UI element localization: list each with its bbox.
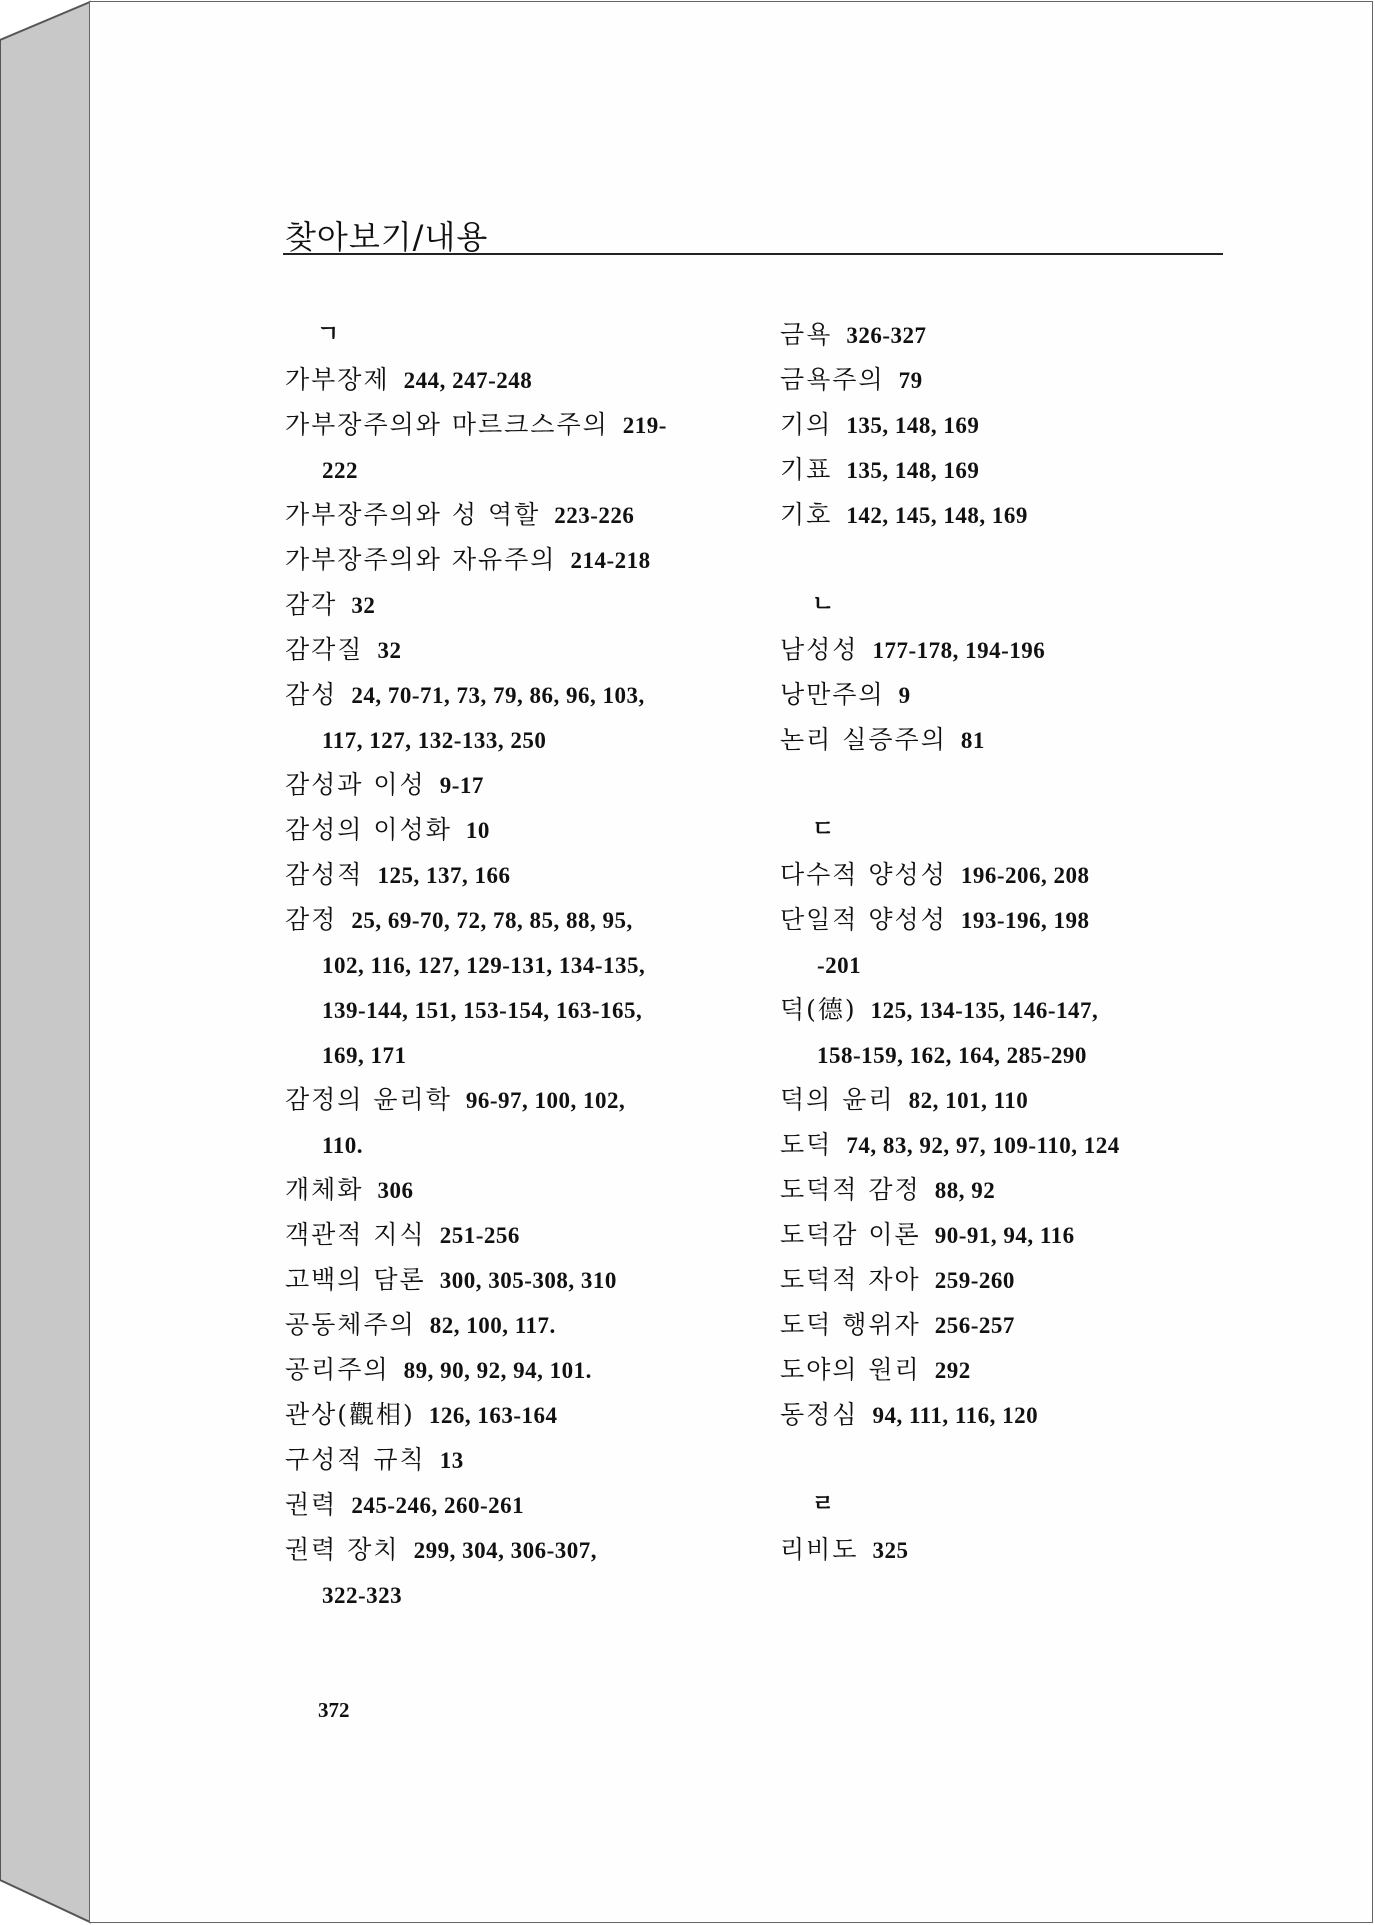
index-entry bbox=[780, 1212, 1240, 1257]
section-gap bbox=[780, 762, 1240, 807]
page-refs: 193-196, 198 bbox=[960, 908, 1090, 933]
page-refs: 196-206, 208 bbox=[960, 863, 1090, 888]
index-term: 동정심 bbox=[780, 1400, 859, 1429]
index-term: 감성의 이성화 bbox=[285, 815, 452, 844]
index-entry bbox=[780, 627, 1240, 672]
index-entry bbox=[285, 537, 755, 582]
page-refs: 25, 69-70, 72, 78, 85, 88, 95, bbox=[351, 908, 633, 933]
page-refs-continued: 158-159, 162, 164, 285-290 bbox=[817, 1043, 1087, 1068]
index-entry bbox=[285, 627, 755, 672]
index-entry bbox=[285, 897, 755, 1077]
index-term: 논리 실증주의 bbox=[780, 725, 947, 754]
index-entry bbox=[285, 1392, 755, 1437]
index-term: 금욕 bbox=[780, 320, 833, 349]
page-refs: 259-260 bbox=[934, 1268, 1015, 1293]
index-column-right bbox=[780, 312, 1240, 1572]
index-entry bbox=[285, 1527, 755, 1617]
page-refs: 82, 101, 110 bbox=[908, 1088, 1029, 1113]
index-term: 남성성 bbox=[780, 635, 859, 664]
index-entry bbox=[285, 762, 755, 807]
index-section-letter: ㄱ bbox=[317, 321, 340, 347]
page-refs: 81 bbox=[960, 728, 985, 753]
index-entry bbox=[780, 312, 1240, 357]
index-term: 감성과 이성 bbox=[285, 770, 426, 799]
page-refs-continued: 110. bbox=[322, 1133, 363, 1158]
index-entry bbox=[780, 717, 1240, 762]
index-entry bbox=[285, 1437, 755, 1482]
index-term: 도야의 원리 bbox=[780, 1355, 921, 1384]
index-entry bbox=[780, 1077, 1240, 1122]
page-refs: 135, 148, 169 bbox=[846, 458, 980, 483]
index-entry bbox=[780, 447, 1240, 492]
index-entry bbox=[780, 357, 1240, 402]
index-entry bbox=[285, 402, 755, 492]
index-term: 감각 bbox=[285, 590, 338, 619]
index-term: 감각질 bbox=[285, 635, 364, 664]
index-term: 공리주의 bbox=[285, 1355, 390, 1384]
page-refs: 325 bbox=[872, 1538, 909, 1563]
page-refs: 13 bbox=[439, 1448, 464, 1473]
page-refs: 32 bbox=[351, 593, 376, 618]
index-term: 단일적 양성성 bbox=[780, 905, 947, 934]
index-entry bbox=[780, 672, 1240, 717]
page-refs: 90-91, 94, 116 bbox=[934, 1223, 1075, 1248]
page-refs: 214-218 bbox=[570, 548, 651, 573]
page-refs-continued: 117, 127, 132-133, 250 bbox=[322, 728, 547, 753]
index-entry bbox=[780, 1347, 1240, 1392]
page-refs: 82, 100, 117. bbox=[429, 1313, 556, 1338]
page-refs: 89, 90, 92, 94, 101. bbox=[403, 1358, 592, 1383]
index-term: 기의 bbox=[780, 410, 833, 439]
page-refs: 9-17 bbox=[439, 773, 484, 798]
page-refs: 244, 247-248 bbox=[403, 368, 533, 393]
index-term: 권력 장치 bbox=[285, 1535, 400, 1564]
index-term: 고백의 담론 bbox=[285, 1265, 426, 1294]
page-refs-continued: 169, 171 bbox=[322, 1043, 407, 1068]
index-term: 가부장주의와 자유주의 bbox=[285, 545, 557, 574]
page-refs: 94, 111, 116, 120 bbox=[872, 1403, 1039, 1428]
index-term: 감정의 윤리학 bbox=[285, 1085, 452, 1114]
page-refs: 256-257 bbox=[934, 1313, 1015, 1338]
index-term: 가부장주의와 마르크스주의 bbox=[285, 410, 609, 439]
page-refs: 326-327 bbox=[846, 323, 927, 348]
index-entry bbox=[285, 1212, 755, 1257]
page-refs-continued: 322-323 bbox=[322, 1583, 403, 1608]
page-refs: 292 bbox=[934, 1358, 971, 1383]
index-term: 도덕감 이론 bbox=[780, 1220, 921, 1249]
index-term: 관상(觀相) bbox=[285, 1400, 415, 1429]
index-entry bbox=[285, 1302, 755, 1347]
page-refs-continued: 139-144, 151, 153-154, 163-165, bbox=[322, 998, 643, 1023]
page-refs-continued: 102, 116, 127, 129-131, 134-135, bbox=[322, 953, 646, 978]
index-term: 가부장주의와 성 역할 bbox=[285, 500, 541, 529]
index-entry bbox=[780, 1167, 1240, 1212]
index-entry bbox=[285, 1077, 755, 1167]
index-term: 감성 bbox=[285, 680, 338, 709]
index-entry bbox=[780, 1302, 1240, 1347]
index-entry bbox=[285, 672, 755, 762]
index-entry bbox=[285, 1257, 755, 1302]
page-refs: 219- bbox=[622, 413, 667, 438]
index-entry bbox=[285, 852, 755, 897]
page-refs: 300, 305-308, 310 bbox=[439, 1268, 617, 1293]
index-term: 객관적 지식 bbox=[285, 1220, 426, 1249]
index-term: 리비도 bbox=[780, 1535, 859, 1564]
page-refs: 79 bbox=[898, 368, 923, 393]
page-refs: 88, 92 bbox=[934, 1178, 996, 1203]
page-refs: 125, 137, 166 bbox=[377, 863, 511, 888]
index-term: 도덕적 감정 bbox=[780, 1175, 921, 1204]
index-entry bbox=[780, 1527, 1240, 1572]
index-term: 덕의 윤리 bbox=[780, 1085, 895, 1114]
index-entry bbox=[285, 357, 755, 402]
page-refs: 24, 70-71, 73, 79, 86, 96, 103, bbox=[351, 683, 645, 708]
index-entry bbox=[780, 402, 1240, 447]
index-term: 도덕 bbox=[780, 1130, 833, 1159]
index-entry bbox=[285, 807, 755, 852]
index-entry bbox=[285, 582, 755, 627]
page-refs: 32 bbox=[377, 638, 402, 663]
index-section-letter: ㄴ bbox=[812, 591, 835, 617]
index-entry bbox=[780, 1122, 1240, 1167]
index-term: 도덕적 자아 bbox=[780, 1265, 921, 1294]
index-term: 다수적 양성성 bbox=[780, 860, 947, 889]
index-entry bbox=[780, 852, 1240, 897]
index-term: 금욕주의 bbox=[780, 365, 885, 394]
page-refs: 126, 163-164 bbox=[428, 1403, 558, 1428]
index-term: 공동체주의 bbox=[285, 1310, 416, 1339]
title-rule bbox=[283, 253, 1223, 255]
index-entry bbox=[285, 492, 755, 537]
index-term: 구성적 규칙 bbox=[285, 1445, 426, 1474]
index-entry bbox=[285, 1347, 755, 1392]
page-refs: 223-226 bbox=[554, 503, 635, 528]
page-refs: 9 bbox=[898, 683, 911, 708]
page-refs: 10 bbox=[465, 818, 490, 843]
page-refs: 306 bbox=[377, 1178, 414, 1203]
index-column-left bbox=[285, 312, 755, 1617]
page-title: 찾아보기/내용 bbox=[285, 218, 489, 256]
page-refs: 299, 304, 306-307, bbox=[413, 1538, 597, 1563]
page-refs-continued: 222 bbox=[322, 458, 358, 483]
index-entry bbox=[780, 1257, 1240, 1302]
index-entry bbox=[285, 1167, 755, 1212]
index-term: 기호 bbox=[780, 500, 833, 529]
index-section-letter: ㄷ bbox=[812, 816, 835, 842]
index-term: 도덕 행위자 bbox=[780, 1310, 921, 1339]
index-entry bbox=[780, 897, 1240, 987]
page-refs: 177-178, 194-196 bbox=[872, 638, 1046, 663]
index-term: 덕(德) bbox=[780, 995, 857, 1024]
page-refs: 245-246, 260-261 bbox=[351, 1493, 525, 1518]
index-term: 개체화 bbox=[285, 1175, 364, 1204]
page-refs: 74, 83, 92, 97, 109-110, 124 bbox=[846, 1133, 1120, 1158]
page-refs: 96-97, 100, 102, bbox=[465, 1088, 626, 1113]
page-refs: 251-256 bbox=[439, 1223, 520, 1248]
index-section-letter: ㄹ bbox=[812, 1491, 835, 1517]
page-number: 372 bbox=[318, 1698, 350, 1722]
page-refs: 142, 145, 148, 169 bbox=[846, 503, 1028, 528]
index-term: 감성적 bbox=[285, 860, 364, 889]
section-gap bbox=[780, 1437, 1240, 1482]
index-term: 낭만주의 bbox=[780, 680, 885, 709]
index-term: 가부장제 bbox=[285, 365, 390, 394]
index-term: 감정 bbox=[285, 905, 338, 934]
index-term: 권력 bbox=[285, 1490, 338, 1519]
index-entry bbox=[285, 1482, 755, 1527]
page-refs: 125, 134-135, 146-147, bbox=[870, 998, 1099, 1023]
index-term: 기표 bbox=[780, 455, 833, 484]
index-entry bbox=[780, 1392, 1240, 1437]
section-gap bbox=[780, 537, 1240, 582]
page-refs: 135, 148, 169 bbox=[846, 413, 980, 438]
index-entry bbox=[780, 987, 1240, 1077]
index-entry bbox=[780, 492, 1240, 537]
page-refs-continued: -201 bbox=[817, 953, 862, 978]
